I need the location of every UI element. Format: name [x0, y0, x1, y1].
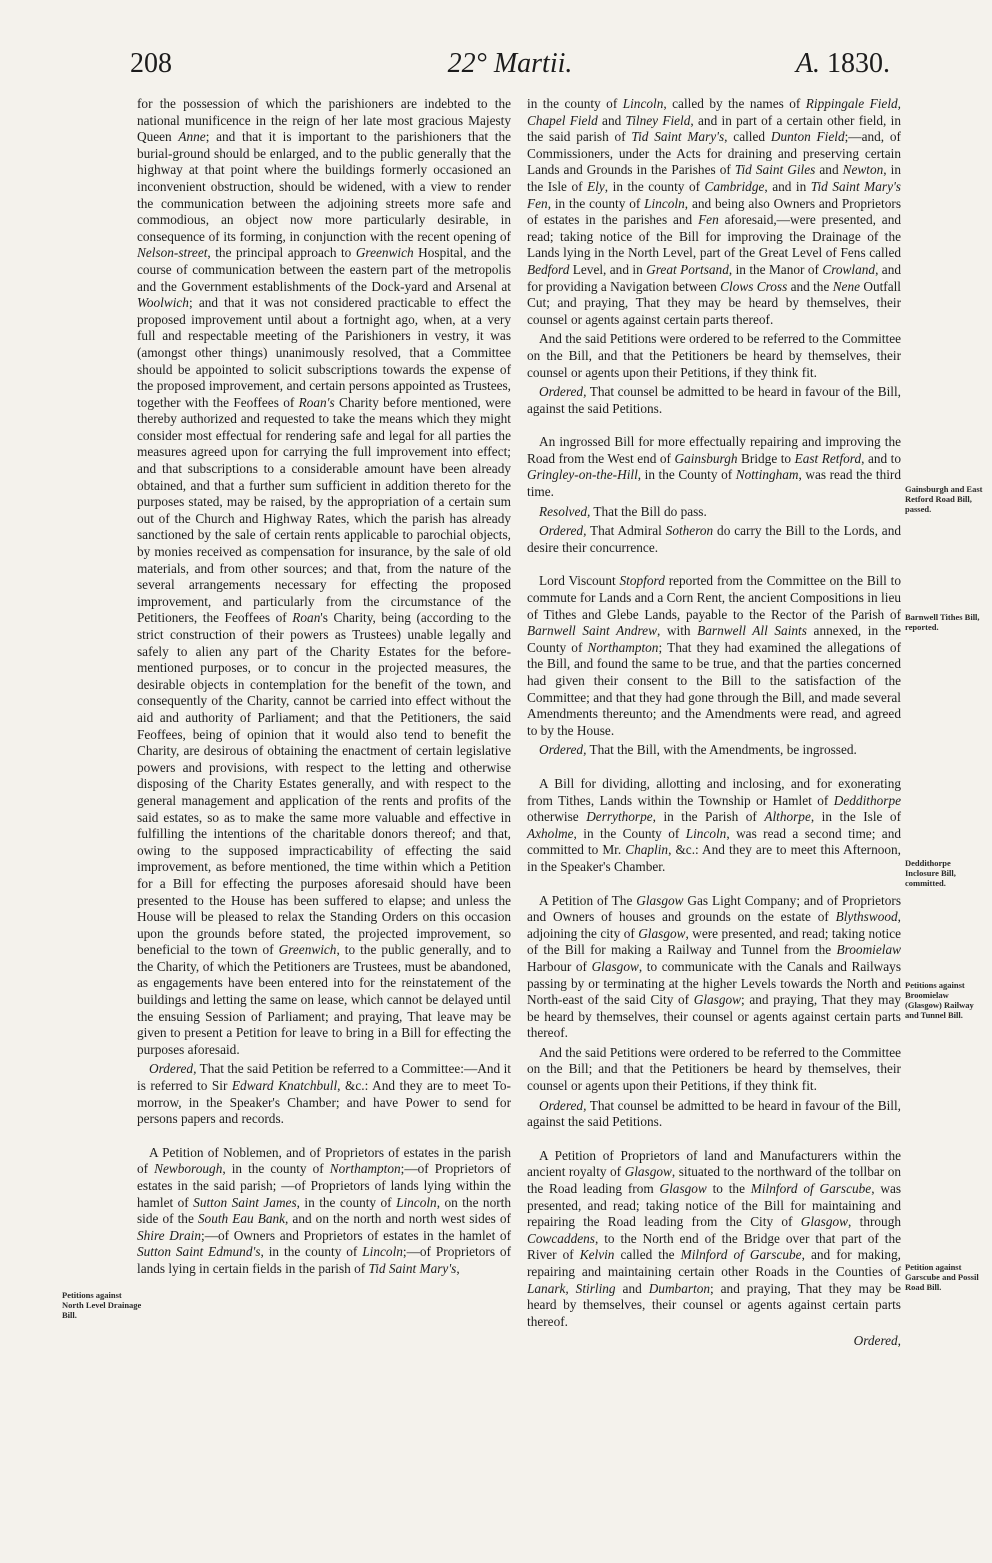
glasgow-gas-petition: A Petition of The Glasgow Gas Light Company; and of Proprietors and Owners of houses and grounds on the estate of Blythswood, adjoining the city of Glasgow, were presented, and read; taking notice of the Bill for making a Railway and Tunnel from the Broomielaw Harbour of Glasgow, to communicate with the Canals and Railways passing by or terminating at the higher Levels towards the North and North-east of the said City of Glasgow; and praying, That they may be heard by themselves, their counsel or agents against certain parts thereof. — [527, 892, 902, 1041]
counsel-order: Ordered, That counsel be admitted to be heard in favour of the Bill, against the said Petitions. — [527, 384, 901, 416]
committee-order: Ordered, That the said Petition be referred to a Committee:—And it is referred to Sir Edward Knatchbull, &c.: And they are to meet To-morrow, in the Speaker's Chamber; and have Power to send for persons papers and records. — [137, 1061, 511, 1127]
glasgow-referral-order: And the said Petitions were ordered to be referred to the Committee on the Bill; and that the Petitioners be heard by themselves, their counsel or agents upon their Petitions, if they think fit. — [527, 1044, 901, 1094]
margin-note-broomielaw: Petitions against Broomielaw (Glasgow) Railway and Tunnel Bill. — [905, 980, 974, 1020]
year-prefix: A. — [795, 48, 820, 79]
margin-note-north-level: Petitions against North Level Drainage Bill. — [62, 1290, 142, 1320]
session-date: 22° Martii. — [447, 48, 573, 79]
margin-note-barnwell: Barnwell Tithes Bill, reported. — [905, 612, 980, 632]
year — [796, 48, 890, 80]
right-column — [527, 96, 901, 1350]
section-gap — [527, 420, 901, 434]
margin-note-gainsburgh: Gainsburgh and East Retford Road Bill, passed. — [905, 484, 983, 514]
catchword: Ordered, — [853, 1333, 901, 1349]
gainsburgh-bill-entry: An ingrossed Bill for more effectually repairing and improving the Road from the West end of Gainsburgh Bridge to East Retford, and to Gringley-on-the-Hill, in the County of Nottingham, was read the third time. — [527, 434, 901, 500]
page-number: 208 — [130, 48, 172, 79]
section-gap — [527, 559, 901, 573]
section-gap — [527, 762, 901, 776]
left-column — [137, 96, 511, 1281]
lords-order: Ordered, That Admiral Sotheron do carry the Bill to the Lords, and desire their concurrence. — [527, 523, 901, 555]
ingross-order: Ordered, That the Bill, with the Amendments, be ingrossed. — [539, 742, 857, 758]
section-gap — [137, 1131, 511, 1145]
garscube-petition: A Petition of Proprietors of land and Manufacturers within the ancient royalty of Glasgow, situated to the northward of the tollbar on the Road leading from Glasgow to the Milnford of Garscube, was presented, and read; taking notice of the Bill for maintaining and repairing the Road leading from the City of Glasgow, through Cowcaddens, to the North end of the Bridge over that part of the River of Kelvin called the Milnford of Garscube, and for making, repairing and maintaining certain other Roads in the Counties of Lanark, Stirling and Dumbarton; and praying, That they may be heard by themselves, their counsel or agents against certain parts thereof. — [527, 1147, 902, 1329]
deddithorpe-bill-entry: A Bill for dividing, allotting and inclosing, and for exonerating from Tithes, Lands within the Township or Hamlet of Deddithorpe otherwise Derrythorpe, in the Parish of Althorpe, in the Isle of Axholme, in the County of Lincoln, was read a second time; and committed to Mr. Chaplin, &c.: And they are to meet this Afternoon, in the Speaker's Chamber. — [527, 775, 902, 874]
year-number: 1830. — [827, 48, 890, 79]
resolution: Resolved, That the Bill do pass. — [539, 503, 707, 519]
page-header — [130, 48, 890, 84]
margin-note-garscube: Petition against Garscube and Possil Road Bill. — [905, 1262, 979, 1292]
glasgow-counsel-order: Ordered, That counsel be admitted to be heard in favour of the Bill, against the said Petitions. — [527, 1097, 901, 1130]
north-level-petition: A Petition of Noblemen, and of Proprietors of estates in the parish of Newborough, in the county of Northampton;—of Proprietors of estates in the said parish; —of Proprietors of lands lying within the hamlet of Sutton Saint James, in the county of Lincoln, on the north side of the South Eau Bank, and on the north and north west sides of Shire Drain;—of Owners and Proprietors of estates in the hamlet of Sutton Saint Edmund's, in the county of Lincoln;—of Proprietors of lands lying in certain fields in the parish of Tid Saint Mary's, — [137, 1144, 511, 1276]
north-level-petition-continued: in the county of Lincoln, called by the names of Rippingale Field, Chapel Field and Tilney Field, and in part of a certain other field, in the said parish of Tid Saint Mary's, called Dunton Field;—and, of Commissioners, under the Acts for draining and preserving certain Lands and Grounds in the Parishes of Tid Saint Giles and Newton, in the Isle of Ely, in the county of Cambridge, and in Tid Saint Mary's Fen, in the county of Lincoln, and being also Owners and Proprietors of estates in the parishes and Fen aforesaid,—were presented, and read; taking notice of the Bill for improving the Drainage of the Lands lying in the North Level, part of the Great Level of Fens called Bedford Level, and in Great Portsand, in the Manor of Crowland, and for providing a Navigation between Clows Cross and the Nene Outfall Cut; and praying, That they may be heard by themselves, their counsel or agents against certain parts thereof. — [527, 96, 902, 327]
referral-order: And the said Petitions were ordered to be referred to the Committee on the Bill, and that the Petitioners be heard by themselves, their counsel or agents upon their Petitions, if they think fit. — [527, 331, 901, 380]
section-gap — [527, 879, 901, 893]
section-gap — [527, 1134, 901, 1148]
greenwich-petition-text: for the possession of which the parishioners are indebted to the national munificence in the reign of her late most gracious Majesty Queen Anne; and that it is important to the parishioners that the burial-ground should be enlarged, and to the public generally that the highway at that point where the buildings formerly occasioned an inconvenient obstruction, should be widened, with a view to render the communication between the adjoining streets more safe and commodious, an object now more particularly desirable, in consequence of its forming, in conjunction with the recent opening of Nelson-street, the principal approach to Greenwich Hospital, and the course of communication between the eastern part of the metropolis and the Government establishments of the Dock-yard and Arsenal at Woolwich; and that it was not considered practicable to effect the proposed improvement until about a fortnight ago, when, at a very full and respectable meeting of the Parishioners in vestry, it was (amongst other things) unanimously resolved, that a Committee should be appointed to solicit subscriptions towards the expense of the proposed improvement, and certain persons appointed as Trustees, together with the Feoffees of Roan's Charity before mentioned, were thereby authorized and requested to take the means which they might consider most effectual for rendering safe and legal for all parties the measures agreed upon for carrying the full improvement into effect; and that subscriptions to a considerable amount have been already obtained, and that a further sum sufficient in addition thereto for the purposes stated, may be raised, by the appropriation of a certain sum out of the Church and Highway Rates, which the parish has already sanctioned by the sale of certain rents applicable to parochial objects, by monies received as compensation for insurance, by the sale of old materials, and from other sources; and that, from the nature of the several arrangements necessary for effecting the proposed improvement, and particularly from the circumstance of the Petitioners, the Feoffees of Roan's Charity, being (according to the strict construction of their powers as Trustees) unable legally and safely to alien any part of the Charity Estates for the before-mentioned purposes, or to concur in the projected measures, the desirable objects in contemplation for the benefit of the town, and consequently of the Charity, cannot be carried into effect without the aid and authority of Parliament; and that the Petitioners, the said Feoffees, being of opinion that it would also tend to benefit the Charity, are desirous of obtaining the enactment of certain legislative powers and provisions, with respect to the letting and otherwise disposing of the Charity Estates generally, and with respect to the general management and application of the rents and profits of the said estates, so as to make the same more valuable and effective in fulfilling the intentions of the charitable donors thereof; and that, owing to the supposed impracticability of effecting the said improvement, as before mentioned, the time within which a Petition for a Bill for effecting the purposes aforesaid should have been presented to the House has been suffered to elapse; and unless the House will be pleased to relax the Standing Orders on this occasion upon the grounds before stated, the projected improvement, so beneficial to the town of Greenwich, to the public generally, and to the Charity, of which the Petitioners are Trustees, must be abandoned, as engagements have been entered into for the reinstatement of the buildings and letting the same on lease, which cannot be delayed until the ensuing Session of Parliament; and praying, That leave may be given to present a Petition for leave to bring in a Bill for effecting the purposes aforesaid. — [137, 96, 512, 1057]
barnwell-report: Lord Viscount Stopford reported from the Committee on the Bill to commute for Lands and a Corn Rent, the ancient Compositions in lieu of Tithes and Glebe Lands, payable to the Rector of the Parish of Barnwell Saint Andrew, with Barnwell All Saints annexed, in the County of Northampton; That they had examined the allegations of the Bill, and found the same to be true, and that the parties concerned had given their consent to the Bill to the satisfaction of the Committee; and that they had gone through the Bill, and made several Amendments thereunto; and the Amendments were read, and agreed to by the House. — [527, 573, 901, 738]
margin-note-deddithorpe: Deddithorpe Inclosure Bill, committed. — [905, 858, 956, 888]
